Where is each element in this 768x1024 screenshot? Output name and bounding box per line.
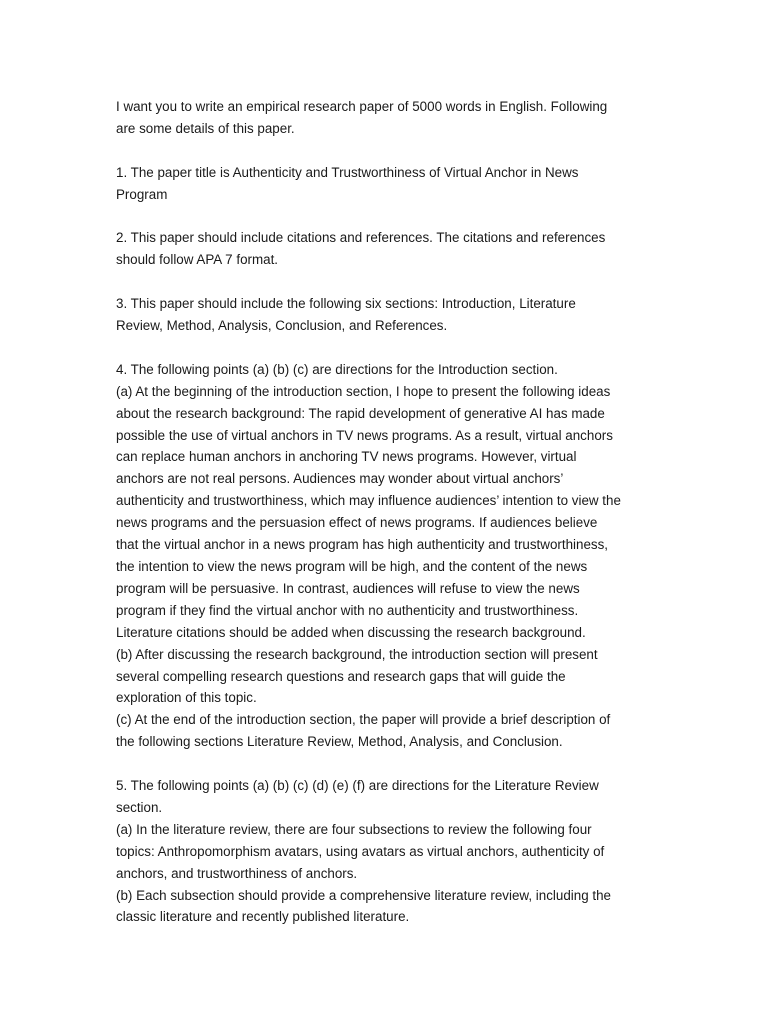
paragraph-spacer: [116, 753, 656, 775]
text-line: section.: [116, 799, 163, 815]
text-line: Literature citations should be added when discussing the research background.: [116, 624, 586, 640]
text-line: (b) After discussing the research background, the introduction section will present: [116, 646, 598, 662]
item-5-paragraph: [116, 775, 656, 928]
document-body: [116, 96, 656, 928]
text-line: (a) In the literature review, there are four subsections to review the following four: [116, 821, 592, 837]
text-line: Program: [116, 186, 168, 202]
text-line: classic literature and recently published literature.: [116, 909, 410, 925]
text-line: 5. The following points (a) (b) (c) (d) (e) (f) are directions for the Literature Review: [116, 778, 599, 794]
text-line: topics: Anthropomorphism avatars, using avatars as virtual anchors, authenticity of: [116, 843, 605, 859]
text-line: authenticity and trustworthiness, which may influence audiences’ intention to view the: [116, 493, 621, 509]
item-2-paragraph: [116, 227, 656, 271]
text-line: possible the use of virtual anchors in TV news programs. As a result, virtual anchors: [116, 427, 613, 443]
item-1-paragraph: [116, 162, 656, 206]
item-3-paragraph: [116, 293, 656, 337]
text-line: anchors, and trustworthiness of anchors.: [116, 865, 358, 881]
text-line: (b) Each subsection should provide a comprehensive literature review, including the: [116, 887, 611, 903]
text-line: should follow APA 7 format.: [116, 252, 279, 268]
text-line: 4. The following points (a) (b) (c) are directions for the Introduction section.: [116, 361, 558, 377]
paragraph-spacer: [116, 206, 656, 228]
text-line: can replace human anchors in anchoring TV news programs. However, virtual: [116, 449, 577, 465]
intro-paragraph: [116, 96, 656, 140]
text-line: are some details of this paper.: [116, 120, 295, 136]
text-line: the intention to view the news program will be high, and the content of the news: [116, 558, 588, 574]
text-line: news programs and the persuasion effect of news programs. If audiences believe: [116, 515, 598, 531]
text-line: exploration of this topic.: [116, 690, 257, 706]
text-line: program if they find the virtual anchor with no authenticity and trustworthiness.: [116, 602, 579, 618]
paragraph-spacer: [116, 337, 656, 359]
text-line: about the research background: The rapid development of generative AI has made: [116, 405, 605, 421]
text-line: program will be persuasive. In contrast, audiences will refuse to view the news: [116, 580, 580, 596]
text-line: anchors are not real persons. Audiences may wonder about virtual anchors’: [116, 471, 564, 487]
text-line: 2. This paper should include citations and references. The citations and references: [116, 230, 606, 246]
text-line: Review, Method, Analysis, Conclusion, and References.: [116, 318, 448, 334]
text-line: (a) At the beginning of the introduction section, I hope to present the following ideas: [116, 383, 611, 399]
text-line: that the virtual anchor in a news program has high authenticity and trustworthiness,: [116, 537, 609, 553]
text-line: 1. The paper title is Authenticity and Trustworthiness of Virtual Anchor in News: [116, 164, 579, 180]
paragraph-spacer: [116, 140, 656, 162]
text-line: 3. This paper should include the following six sections: Introduction, Literature: [116, 296, 576, 312]
text-line: the following sections Literature Review, Method, Analysis, and Conclusion.: [116, 734, 563, 750]
paragraph-spacer: [116, 271, 656, 293]
text-line: (c) At the end of the introduction section, the paper will provide a brief description of: [116, 712, 611, 728]
item-4-paragraph: [116, 359, 656, 753]
text-line: I want you to write an empirical research paper of 5000 words in English. Following: [116, 99, 608, 114]
text-line: several compelling research questions and research gaps that will guide the: [116, 668, 566, 684]
